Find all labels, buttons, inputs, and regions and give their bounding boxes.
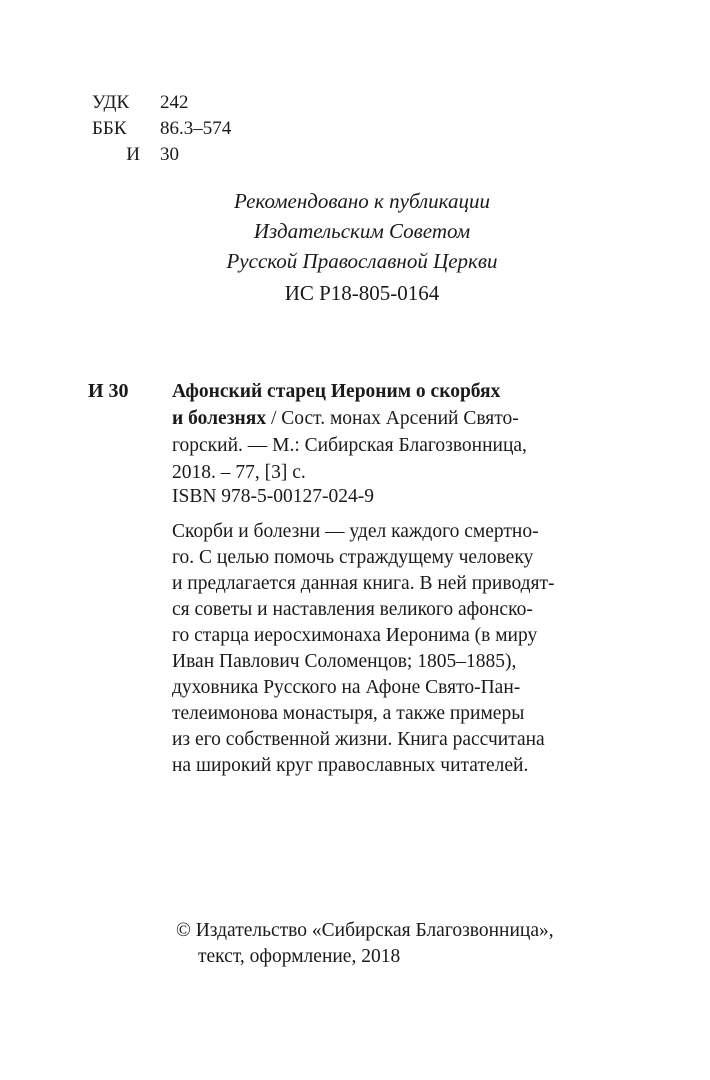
entry-line-4: 2018. – 77, [3] с. xyxy=(172,462,306,483)
entry-title-line-1: Афонский старец Иероним о скорбях xyxy=(172,381,501,402)
annotation-line-3: и предлагается данная книга. В ней приводят- xyxy=(172,573,555,594)
annotation-line-6: Иван Павлович Соломенцов; 1805–1885), xyxy=(172,651,517,672)
annotation-line-2: го. С целью помочь страждущему человеку xyxy=(172,547,534,568)
author-mark xyxy=(92,142,231,168)
udk-value: 242 xyxy=(160,92,189,113)
annotation-line-9: из его собственной жизни. Книга рассчитана xyxy=(172,729,545,750)
annotation-line-10: на широкий круг православных читателей. xyxy=(172,755,529,776)
entry-title-line-2: и болезнях xyxy=(172,408,267,429)
bbk-value: 86.3–574 xyxy=(160,118,232,139)
recommendation-block xyxy=(0,186,710,308)
udk-label: УДК xyxy=(92,92,130,113)
isbn: ISBN 978-5-00127-024-9 xyxy=(172,486,375,507)
publishing-council-number: ИС Р18-805-0164 xyxy=(284,281,440,305)
entry-body xyxy=(172,378,592,486)
classification-codes xyxy=(92,90,231,168)
annotation-line-4: ся советы и наставления великого афонско- xyxy=(172,599,533,620)
entry-code: И 30 xyxy=(88,380,129,402)
bbk-label: ББК xyxy=(92,118,127,139)
bibliographic-entry xyxy=(88,378,648,486)
udk-code xyxy=(92,90,231,116)
copyright-notice xyxy=(176,918,554,970)
author-mark-label: И xyxy=(126,144,140,165)
copyright-line-2: текст, оформление, 2018 xyxy=(198,946,401,967)
entry-line-3: горский. — М.: Сибирская Благозвонница, xyxy=(172,435,527,456)
recommendation-line-1: Рекомендовано к публикации xyxy=(234,189,490,213)
bbk-code xyxy=(92,116,231,142)
entry-line-2 xyxy=(172,405,592,432)
recommendation-line-2: Издательским Советом xyxy=(253,219,471,243)
recommendation-line-3: Русской Православной Церкви xyxy=(226,249,498,273)
annotation-line-5: го старца иеросхимонаха Иеронима (в миру xyxy=(172,625,538,646)
entry-compiler: / Сост. монах Арсений Свято- xyxy=(266,408,519,429)
copyright-line-1: © Издательство «Сибирская Благозвонница», xyxy=(176,920,554,941)
annotation-line-1: Скорби и болезни — удел каждого смертно- xyxy=(172,521,539,542)
annotation xyxy=(172,519,592,779)
author-mark-value: 30 xyxy=(160,144,179,165)
annotation-line-8: телеимонова монастыря, а также примеры xyxy=(172,703,525,724)
annotation-line-7: духовника Русского на Афоне Свято-Пан- xyxy=(172,677,521,698)
